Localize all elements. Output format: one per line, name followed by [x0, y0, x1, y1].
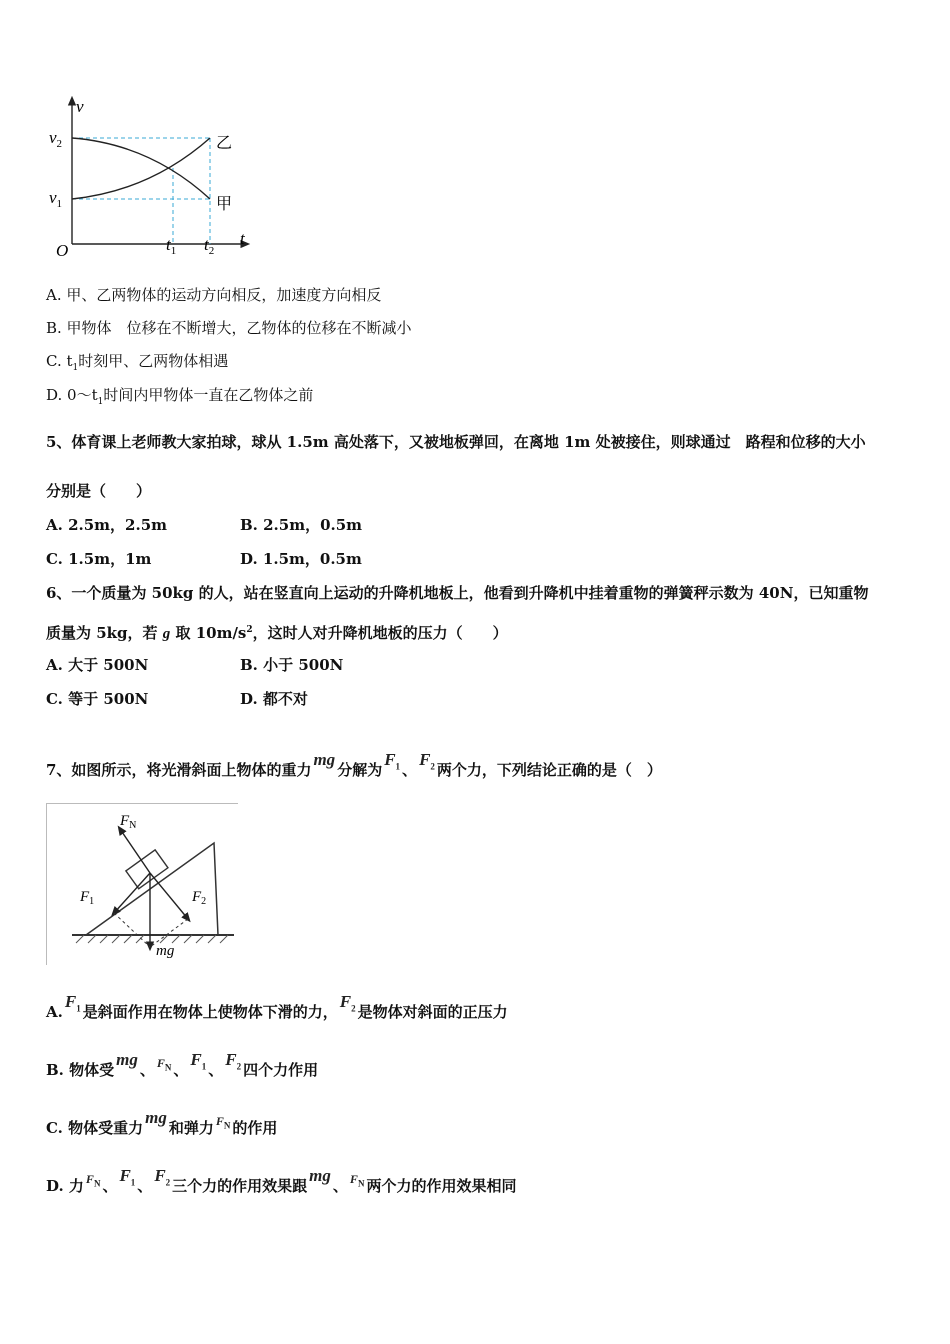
q5-option-b: B. 2.5m，0.5m — [240, 516, 363, 534]
q6-option-d: D. 都不对 — [240, 690, 308, 708]
v-axis-label: v — [76, 97, 84, 116]
mg-label: mg — [156, 943, 175, 959]
q4-option-d: D. $0\sim t_1$时间内甲物体一直在乙物体之前 — [46, 386, 314, 407]
q7-stem: 7、如图所示，将光滑斜面上物体的重力mg分解为$F_1$ 、$F_2$ 两个力，下列结论正确的是（ ） — [46, 750, 662, 779]
q5-option-a: A. 2.5m，2.5m — [46, 516, 168, 534]
q6-option-a: A. 大于 500N — [46, 656, 149, 674]
t-axis-label: t — [240, 229, 245, 248]
q7-option-c: C. 物体受重力mg和弹力 $F_N$ 的作用 — [46, 1108, 278, 1137]
q6-option-b: B. 小于 500N — [240, 656, 344, 674]
q5-stem-line1: 5、体育课上老师教大家拍球，球从 1.5m 高处落下，又被地板弹回，在离地 1m 处被接住，则球通过 路程和位移的大小 — [46, 433, 866, 451]
q4-option-c: C. $t_1$时刻甲、乙两物体相遇 — [46, 352, 229, 373]
v2-label: $v_2$ — [49, 128, 63, 150]
f1-symbol: $F_1$ — [384, 750, 401, 772]
q6-stem-line2: 质量为 5kg，若 g 取 $10m/s^2$，这时人对升降机地板的压力（ ） — [46, 624, 508, 642]
incline-figure — [46, 803, 238, 965]
f2-arrow — [150, 873, 188, 919]
q5-stem-line2: 分别是（ ） — [46, 482, 152, 500]
q4-option-b: B. 甲物体 位移在不断增大，乙物体的位移在不断减小 — [46, 319, 412, 337]
curve-yi — [72, 138, 210, 199]
f1-label: $F_1$ — [80, 889, 95, 907]
f2-symbol: $F_2$ — [419, 750, 435, 772]
f2-label: $F_2$ — [192, 889, 207, 907]
t2-label: $t_2$ — [204, 235, 215, 257]
fn-label: $F_N$ — [120, 813, 137, 831]
q5-option-c: C. 1.5m，1m — [46, 550, 152, 568]
q7-option-a: $A.F_1$ 是斜面作用在物体上使物体下滑的力，$F_2$ 是物体对斜面的正压力 — [46, 992, 508, 1021]
vt-graph — [40, 96, 260, 262]
q6-option-c: C. 等于 500N — [46, 690, 149, 708]
q7-option-d: D. 力 $F_N$ 、$F_1$ 、$F_2$ 三个力的作用效果跟mg、 $F_N$ 两个力的作用效果相同 — [46, 1166, 517, 1195]
curve-jia-label: 甲 — [216, 196, 233, 213]
curve-jia — [72, 138, 210, 199]
origin-label: O — [56, 241, 69, 260]
t1-label: $t_1$ — [166, 235, 177, 257]
mg-symbol: mg — [313, 750, 336, 769]
q7-option-b: B. 物体受mg、 $F_N$ 、$F_1$ 、$F_2$ 四个力作用 — [46, 1050, 319, 1079]
q6-stem-line1: 6、一个质量为 50kg 的人，站在竖直向上运动的升降机地板上，他看到升降机中挂着重物的弹簧秤示数为 40N，已知重物 — [46, 584, 869, 602]
q5-option-d: D. 1.5m，0.5m — [240, 550, 362, 568]
v1-label: $v_1$ — [49, 188, 63, 210]
curve-yi-label: 乙 — [216, 135, 233, 152]
q4-option-a: A. 甲、乙两物体的运动方向相反，加速度方向相反 — [46, 286, 382, 304]
